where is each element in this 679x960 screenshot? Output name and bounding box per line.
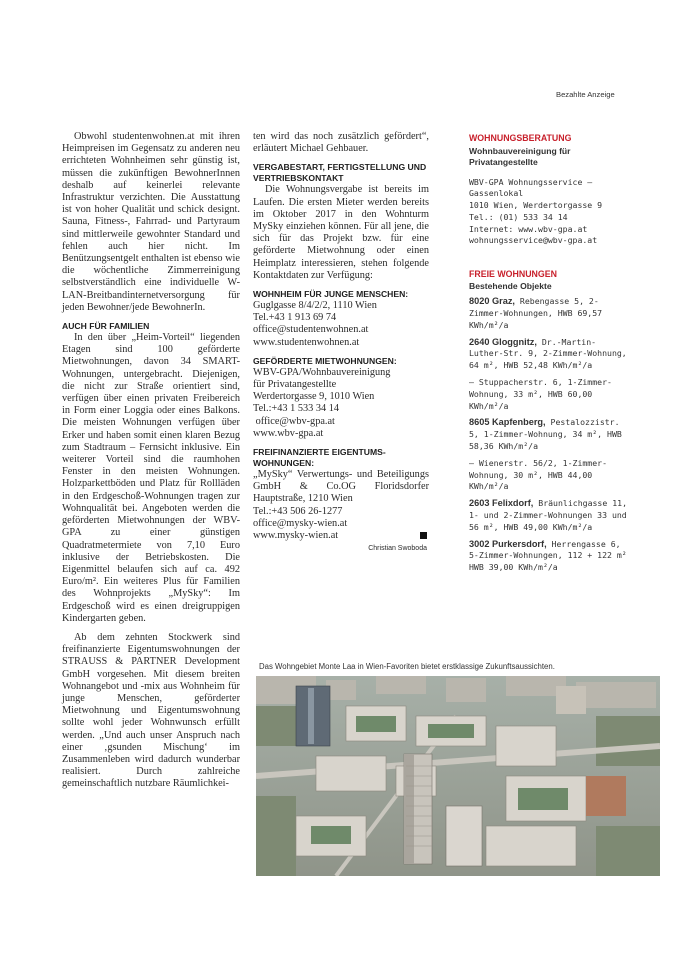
email-link[interactable]: wohnungsservice@wbv-gpa.at [469,235,598,246]
paragraph: In den über „Heim-Vorteil“ liegenden Etagen sind 100 geförderte Mietwohnungen, davon 34 SMART-Wohnungen, untergebracht. Diejenigen, die nicht zur Straße orientiert sind, verfügen über einen privaten Freibereich in Form einer Loggia oder eines Balkons. Die meisten Wohnungen verfügen über Erker und haben somit einen klaren Bezug zum Stadtraum – Fernsicht inklusive. Ein weiterer Vorteil sind die raumhohen Fenster in den meisten Wohnungen. Holzparkettböden und Platz für Rollläden in den Erdgeschoß-Wohnungen tragen zur Wohnqualität bei. Angeboten werden die geförderten Mietwohnungen der WBV-GPA zu einer günstigen Quadratmetermiete von 7,10 Euro inklusive der Betriebskosten. Die Eigenmittel belaufen sich auf ca. 492 Euro/m². Ein weiteres Plus für Familien des Wohnprojekts „MySky“: Im Erdgeschoß wird es einen dreigruppigen Kindergarten geben. [62,332,240,624]
end-mark-icon [420,532,427,539]
contact-email[interactable]: office@mysky-wien.at [253,517,348,529]
contact-website[interactable]: www.mysky-wien.at [253,530,339,542]
listing-place: 8020 Graz, [469,296,515,307]
sidebar-subheading: Bestehende Objekte [469,280,552,291]
contact-line: Guglgasse 8/4/2/2, 1110 Wien [253,300,377,312]
section-heading-eigen: FREIFINANZIERTE EIGENTUMS-WOHNUNGEN: [253,447,386,469]
contact-website[interactable]: www.wbv-gpa.at [253,427,324,439]
article-column-2 [253,131,429,555]
contact-line: für Privatangestellte [253,379,337,391]
aerial-photo-illustration [256,676,660,876]
contact-email[interactable]: office@studentenwohnen.at [253,324,369,336]
listing-item [469,417,627,452]
article-column-1 [62,131,240,791]
listing-details: Bräunlichgasse 11, 1- und 2-Zimmer-Wohnungen 33 und 56 m², HWB 49,00 KWh/m²/a [469,498,628,532]
contact-line: Werdertorgasse 9, 1010 Wien [253,391,375,403]
listing-details: – Wienerstr. 56/2, 1-Zimmer-Wohnung, 30 m², HWB 44,00 KWh/m²/a [469,457,608,492]
address-line: WBV-GPA Wohnungsservice – [469,176,593,187]
aerial-photo [256,676,660,876]
paragraph: Ab dem zehnten Stockwerk sind freifinanzierte Eigentumswohnungen der STRAUSS & PARTNER Development GmbH vorgesehen. Mit diesem breiten Wohnangebot und -mix aus Wohnheim für junge Menschen, geförderter Mietwohnung und Eigentumswohnung sollte wohl jeder Wohnwunsch erfüllt werden. „Und auch unser Anspruch nach einer ‚gsunden Mischung‘ im Zusammenleben wird dadurch wunderbar realisiert. Durch zahlreiche gemeinschaftlich nutzbare Räumlichkei- [62,631,240,790]
listing-place: 2603 Felixdorf, [469,498,534,509]
listing-item [469,296,627,331]
contact-line: „MySky“ Verwertungs- und Beteiligungs GmbH & Co.OG Floridsdorfer Hauptstraße, 1210 Wien [253,469,429,505]
address-line: 1010 Wien, Werdertorgasse 9 [469,200,603,211]
contact-line: WBV-GPA/Wohnbauvereinigung [253,366,391,378]
paragraph: ten wird das noch zusätzlich gefördert“, erläutert Michael Gehbauer. [253,131,429,155]
contact-phone: Tel.:+43 506 26-1277 [253,505,343,517]
listing-item [469,377,627,412]
paragraph: Obwohl studentenwohnen.at mit ihren Heimpreisen im Gegensatz zu anderen neu errichteten Wohnheimen sehr günstig ist, müssen die zukünftigen BewohnerInnen deshalb auf keinerlei relevante Infrastruktur verzichten. Die Ausstattung ist von hoher Qualität und schick designt. Sauna, Fitness-, Fahrrad- und Partyraum sind mittlerweile gewohnter Standard und fehlen auch hier nicht. Im Benützungsentgelt enthalten ist ebenso wie die wöchentliche Zimmerreinigung selbstverständlich eine individuelle W-LAN-Breitbandinternetversorgung für jeden Bewohner/jede BewohnerIn. [62,131,240,313]
listing-place: 2640 Gloggnitz, [469,336,537,347]
section-heading-families: AUCH FÜR FAMILIEN [62,321,150,332]
phone-line: Tel.: (01) 533 34 14 [469,211,568,222]
author-byline: Christian Swoboda [368,545,427,553]
listing-item [469,337,627,372]
listing-place: 3002 Purkersdorf, [469,538,547,549]
contact-phone: Tel.:+43 1 533 34 14 [253,403,340,415]
sidebar-heading-beratung: WOHNUNGSBERATUNG [469,133,572,143]
address-line: Gassenlokal [469,188,524,199]
listing-place: 8605 Kapfenberg, [469,417,546,428]
sidebar-heading-frei: FREIE WOHNUNGEN [469,269,557,280]
section-heading-miet: GEFÖRDERTE MIETWOHNUNGEN: [253,355,397,366]
contact-email[interactable]: office@wbv-gpa.at [253,415,335,427]
contact-website[interactable]: www.studentenwohnen.at [253,336,360,348]
contact-phone: Tel.+43 1 913 69 74 [253,312,337,324]
listing-details: Dr.-Martin-Luther-Str. 9, 2-Zimmer-Wohnung, 64 m², HWB 52,48 KWh/m²/a [469,336,627,371]
listing-details: Pestalozzistr. 5, 1-Zimmer-Wohnung, 34 m², HWB 58,36 KWh/m²/a [469,417,622,452]
info-sidebar [469,133,627,574]
photo-caption: Das Wohngebiet Monte Laa in Wien-Favoriten bietet erstklassige Zukunftsaussichten. [259,662,555,671]
listing-details: Rebengasse 5, 2-Zimmer-Wohnungen, HWB 69,57 KWh/m²/a [469,296,603,330]
listing-item [469,458,627,493]
paragraph: Die Wohnungsvergabe ist bereits im Laufen. Die ersten Mieter werden bereits im Oktober 2017 in den Wohnturm MySky einziehen können. Für all jene, die sich für das Projekt bzw. für eine geförderte Mietwohnung oder einen Heimplatz interessieren, stehen folgende Kontaktdaten zur Verfügung: [253,184,429,281]
org-name: Wohnbauvereinigung für [469,145,571,156]
listing-details: Herrengasse 6, 5-Zimmer-Wohnungen, 112 + 122 m² HWB 39,00 KWh/m²/a [469,538,627,573]
listing-item [469,539,627,574]
org-name: Privatangestellte [469,157,538,167]
section-heading-start: VERGABESTART, FERTIGSTELLUNG UND VERTRIEBSKONTAKT [253,162,427,184]
listing-details: – Stuppacherstr. 6, 1-Zimmer-Wohnung, 33 m², HWB 60,00 KWh/m²/a [469,377,612,411]
section-heading-heim: WOHNHEIM FÜR JUNGE MENSCHEN: [253,289,409,300]
website-link[interactable]: Internet: www.wbv-gpa.at [469,223,588,234]
listing-item [469,498,627,533]
paid-ad-label: Bezahlte Anzeige [556,90,615,99]
